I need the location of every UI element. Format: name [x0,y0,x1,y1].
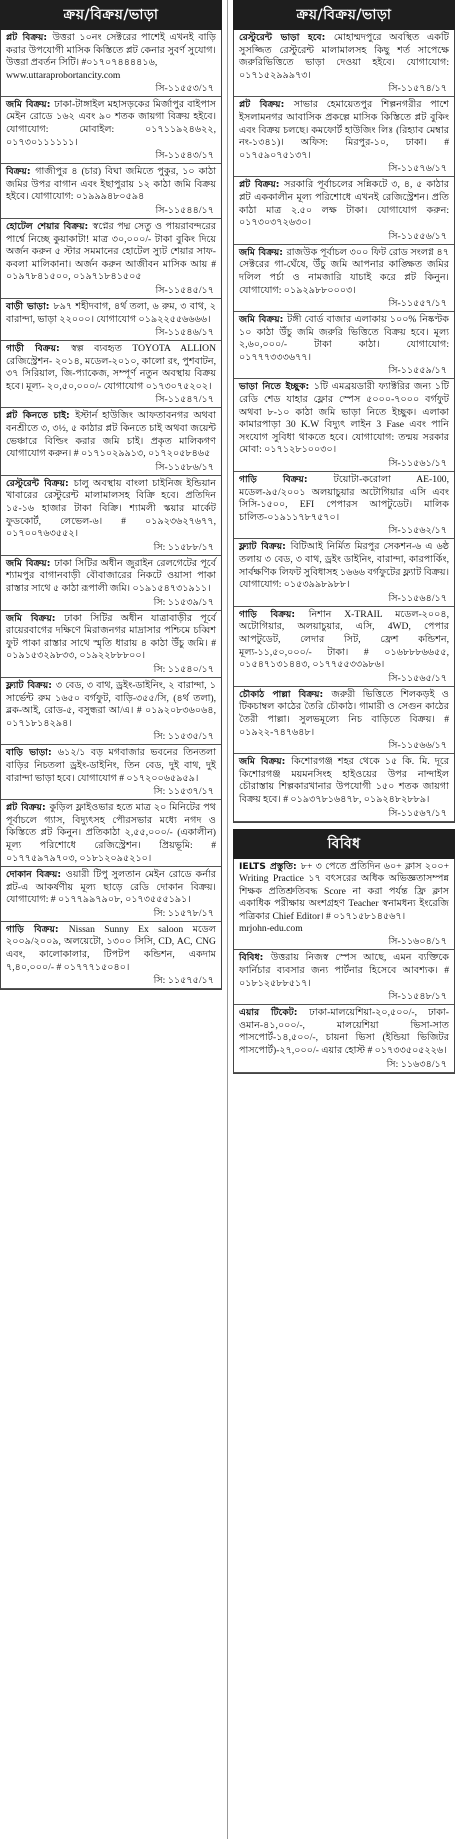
ad-body [239,1007,449,1057]
classified-ad [1,341,221,408]
ad-text: গাজীপুর ৪ (চার) বিঘা জমিতে পুকুর, ১০ কাঠা জমির উপর বাগান এবং ইছাপুরায় ১২ কাঠা জমি বিক্রয় হইবে। যোগাযোগ: ০১৯৯৯৪৮০৫৯৪ [6,166,216,203]
classified-ad [234,539,454,606]
ad-code: সি-১১৫৮৬/১৭ [155,461,214,473]
ad-code: সি: ১১৫৩৯/১৭ [153,596,214,608]
ad-body [6,221,216,284]
ad-title: জমি বিক্রয়: [239,756,292,768]
ad-text: Nissan Sunny Ex saloon মডেল ২০০৯/২০০৯, অলয়েটো, ১৩০০ সিসি, CD, AC, CNG এবং, কালোকালার, টিপটপ কন্ডিশন, একদাম ৭,৪০,০০০/- # ০১৭৭৭১৫০৪০। [6,923,216,973]
ad-code: সি-১১৫৬৭/১৭ [388,807,447,819]
classified-ad [234,30,454,97]
ad-body [239,179,449,229]
classified-ad [234,950,454,1005]
ad-body [239,474,449,524]
classified-ad [234,177,454,244]
ad-title: জমি বিক্রয়: [239,246,287,258]
ad-body [239,609,449,672]
ad-body [6,410,216,460]
ad-title: জমি বিক্রয়: [6,557,55,569]
ad-title: বাড়ি ভাড়া: [6,747,58,759]
ad-text: জরুরী ভিত্তিতে শিলকড়ই ও টিকচাম্বল কাঠের তৈরি চৌকাঠ। গামারী ও সেগুন কাঠের তৈরী পাল্লা। সুলভমূল্যে নিচ বাড়িতে বিক্রয়। # ০১৯২২-৭৪৭৬৪৮। [239,688,449,738]
classified-ad [1,164,221,219]
ad-text: ওয়ারী টিপু সুলতান মেইন রোডে কর্নার প্লট-এ আকর্ষণীয় মূল্য ছাড়ে রেডি দোকান বিক্রয়। যোগাযোগ: # ০১৭৭৯৯৭৯০৮, ০১৭৩৫৫৫১৯১। [6,869,216,906]
ad-code: সি-১১৫৪৩/১৭ [155,150,214,162]
ad-code: সি-১১৫৫৬/১৭ [388,230,447,242]
ad-title: রেস্টুরেন্ট ভাড়া হবে: [239,32,334,43]
classified-ad [234,1005,454,1072]
classified-ad [1,476,221,556]
ad-text: টঙ্গী বোর্ড বাজার এলাকায় ১০০% নিষ্কণ্টক ১০ কাঠা উঁচু জমি জরুরি ভিত্তিতে বিক্রয় হবে। মূল্য ২,৬০,০০০/- টাকা কাঠা। যোগাযোগ: ০১৭৭৭৩৩৩৬৭৭। [239,314,450,363]
classified-ad [234,607,454,687]
section-header-misc: বিবিধ [233,829,455,859]
ad-text: ঢাকা সিটির অধীন যাত্রাবাড়ীর পূর্বে রায়েরবাগের দক্ষিণে মিরাজনগর মাদ্রাসার পশ্চিমে চব্বিশ ফুট পাকা রাস্তার সাথে স্মৃতি ধারায় ৪ কাঠা উঁচু জমি। # ০১৯১৫৩২৯৮৩৩, ০১৯২২৮৮৮০০। [6,612,217,662]
classified-ad [1,678,221,745]
classified-ad [1,219,221,299]
ad-title: চৌকাঠ পাল্লা বিক্রয়: [239,688,332,700]
ad-title: গাড়ি বিক্রয়: [239,608,309,620]
ad-title: গাড়ী বিক্রয়: [6,343,71,355]
ad-text: ঢাকা সিটির অধীন জুরাইন রেলগেটের পূর্বে শ্যামপুর বাগানবাড়ী বৌবাজারের নিকটে ওয়াসা পাকা রাস্তার সাথে ৫ কাঠা রূপালী জমি। ০১৯১৫৪৭৩১৯১১। [6,557,216,594]
ad-text: কুড়িল ফ্লাইওভার হতে মাত্র ২০ মিনিটের পথ পূর্বাচলে গ্যাস, বিদ্যুৎসহ পৌরসভার মধ্যে নগদ ও কিস্তিতে প্লট কিনুন। প্রতিকাঠা ২,৫৫,০০০/- (একালীন) মূল্য পরিশোধে রেজিস্ট্রেশন। প্রিয়ভূমি: # ০১৭৭৫৯৭৯৭০৩, ০১৮১২০৯৫২১০। [6,802,217,864]
ad-code: সি: ১১৫৪০/১৭ [153,663,214,675]
ad-text: নিশান X-TRAIL মডেল-২০০৪, অটোগিয়ার, অলয়াচুয়ার, এসি, 4WD, পেপার আপটুডেট, লেদার সিট, ফ্রেশ কন্ডিশন, মূল্য-১১,৫০,০০০/- টাকা। # ০১৬৮৮৮৬৬৫৫, ০১৫৪৭১৩১৪৪৩, ০১৭৭৫৫৩৩৯৮৬। [239,608,450,671]
ad-body [6,32,216,70]
ad-list [233,30,455,823]
ad-title: প্লট বিক্রয়: [6,802,50,814]
ad-body [6,343,216,393]
ad-body [6,747,216,785]
ad-title: প্লট কিনতে চাই: [6,410,76,422]
right-column [233,0,455,1839]
ad-code: সি-১১৫৬১/১৭ [388,458,447,470]
ad-code: সি-১১৫৪৫/১৭ [155,284,214,296]
classified-ad [1,745,221,800]
ad-code: সি: ১১৫৭৫/১৭ [153,975,214,987]
ad-text: কিশোরগঞ্জ শহর থেকে ১৫ কি. মি. দূরে কিশোরগঞ্জ ময়মনসিংহ হাইওয়ের উপর নান্দাইল চৌরাস্তায় শিল্পকারখানার উপযোগী ১৫০ শতক জায়গা বিক্রয় হবে। # ০১৯৩৭৮১৬৪৭৮, ০১৯২৪৮২৮৮৯। [239,756,449,805]
ad-body [239,861,449,924]
ad-body [239,952,449,990]
ad-code: সি-১১৫৬৫/১৭ [388,672,447,684]
ad-text: ঢাকা-মালয়েশিয়া-২০,৫০০/-, ঢাকা-ওমান-৪১,০০০/-, মালয়েশিয়া ভিসা-সাত পাসপোর্ট-১৪,৫০০/-, চায়না ভিসা (ইন্ডিয়া ভিজিটর পাসপোর্ট)-২৭,০০০/- এয়ার হোস্ট # ০১৭৩৩৫০৫২২৬। [239,1007,449,1057]
classified-ad [1,30,221,97]
ad-list-misc [233,859,455,1074]
ad-text: স্বপ্নের পদ্ম সেতু ও পায়রাবন্দরের পার্শ্বে নিচ্ছে কুয়াকাটা! মাত্র ৩০,০০০/- টাকা বুকিং দিয়ে অর্জন করুন ৫ স্টার সমমানের হোটেল স্যুট শেয়ার সাফ-কবলা মালিকানা। অর্জন করুন আজীবন মাসিক আয় # ০১৯৭৮৪১৫০০, ০১৯৭১৮৪১৫০৫ [6,220,216,283]
ad-body [6,166,216,204]
ad-body [6,802,216,865]
ad-text: স্বল্প ব্যবহৃত TOYOTA ALLION রেজিস্ট্রেশন- ২০১৪, মডেল-২০১০, কালো রং, পুশবাটন, ৩৭ সিরিয়াল, জি-প্যাকেজ, সম্পূর্ণ নতুন অবস্থায় বিক্রয় হবে। মূল্য- ২০,৫০,০০০/- যোগাযোগ ০১৭৩০৭৫২০২। [6,343,217,392]
ad-body [239,247,449,297]
ad-url[interactable]: www.uttaraprobortancity.com [6,69,121,81]
ad-text: ৬১২/১ বড় মগবাজার ভবনের তিনতলা বাড়ির নিচতলা ড্রইং-ডাইনিং, তিন বেড, দুই বাথ, দুই বারান্দা ভাড়া হবে। যোগাযোগ # ০১৭২০০৬৫৯৫৯। [6,747,216,784]
classified-ad [234,754,454,821]
classified-ad [1,408,221,475]
ad-body [6,99,216,149]
ad-text: সাভার হেমায়েতপুর শিল্পনগরীর পাশে ইসলামনগর আবাসিক প্রকল্পে মাসিক কিস্তিতে প্লট বুকিং এবং বিক্রয় চলছে। কমফোর্ট হাউজিং লিঃ (রিহ্যাব মেম্বার নং-১৩৪১)। অফিস: মিরপুর-১০, ঢাকা। # ০১৭৫৯০৭৫১৩৭। [239,99,449,161]
ad-body [239,314,449,364]
ad-body [239,99,449,162]
ad-text: চালু অবস্থায় বাংলা চাইনিজ ইন্ডিয়ান খাবারের রেস্টুরেন্ট মালামালসহ বিক্রি হবে। প্রতিদিন ১৫-১৬ হাজার টাকা বিক্রি। শ্যামলী স্কয়ার মার্কেট ফুডকোর্ট, লেভেল-৬। # ০১৯২৩৬২৭৬৭৭, ০১৭০০৭৬৩৫৫২। [6,477,216,540]
classified-ad [1,611,221,678]
classified-ad [1,867,221,922]
ad-text: উত্তরা ১০নং সেক্টরের পাশেই এখনই বাড়ি করার উপযোগী মাসিক কিস্তিতে প্লট কেনার সুবর্ণ সুযোগ। উত্তরা প্রবর্তন সিটি। #০১৭০৭৪৪৪৪১৬, [6,32,217,69]
ad-body [239,756,449,806]
ad-body [6,558,216,596]
ad-code: সি-১১৬০৪/১৭ [388,936,447,948]
ad-code: সি-১১৫৪৪/১৭ [155,204,214,216]
ad-body [6,680,216,730]
ad-code: সি: ১১৫৭৮/১৭ [153,907,214,919]
ad-title: হোটেল শেয়ার বিক্রয়: [6,220,93,232]
ad-text: ৮৯৭ শহীদবাগ, ৪র্থ তলা, ৬ রুম, ৩ বাথ, ২ বারান্দা, ভাড়া ২২০০০। যোগাযোগ ০১৯২২৫৫৬৬৬৬। [6,300,216,325]
ad-title: রেস্টুরেন্ট বিক্রয়: [6,477,74,489]
ad-title: বিবিধ: [239,952,271,964]
ad-text: বিটিআই নির্মিত মিরপুর সেকশন-৬ এ ৬ষ্ঠ তলায় ৩ বেড, ৩ বাথ, ড্রইং ডাইনিং, বারান্দা, কারপার্কিং, সার্বক্ষণিক লিফট সুবিধাসহ ১৬৬৬ বর্গফুটের ফ্ল্যাট বিক্রয়। যোগাযোগ: ০১৫৩৯৯৮৯৮৮। [239,541,449,591]
ad-text: ৩ বেড, ৩ বাথ, ড্রইং-ডাইনিং, ২ বারান্দা, ১ সার্ভেন্ট রুম ১৬৫০ বর্গফুট, বাড়ি-৩৫৫/সি, (৪র্থ তলা), ব্লক-আই, রোড-৫, বসুন্ধরা আ/এ। # ০১৯২০৮৩৬০৬৪, ০১৭১৮১৪২৯৪। [6,679,216,729]
classified-ad [1,556,221,611]
classified-ad [234,687,454,754]
ad-body [239,541,449,591]
ad-title: দোকান বিক্রয়: [6,869,66,881]
ad-title: জমি বিক্রয়: [6,98,55,110]
ad-text: ৮+ ৩ পেতে প্রতিদিন ৬০+ ক্লাস ২০০+ Writing Practice ১৭ বৎসরের অধিক অভিজ্ঞতাসম্পন্ন শিক্ষক প্রতিশ্রুতিবদ্ধ Score না করা পর্যন্ত ফ্রি ক্লাস একাধিক পরীক্ষায় অংশগ্রহণ Teacher স্বনামধন্য ইংরেজি পত্রিকার Chief Editor। # ০১৭১৫৮১৪৫৬৭। [239,860,449,922]
ad-code: সি-১১৫৫৩/১৭ [155,82,214,94]
ad-title: জমি বিক্রয়: [6,612,65,624]
classified-ad [234,312,454,379]
ad-code: সি-১১৫৭৪/১৭ [388,83,447,95]
ad-text: ঢাকা-টাঙ্গাইল মহাসড়কের মির্জাপুর বাইপাস মেইন রোডে ১৬২ এবং ৯০ শতক জায়গা বিক্রয় হইবে। যোগাযোগ: মোবাইল: ০১৭১১৯২৪৬২২, ০১৭৩০১১১১১১। [6,98,216,148]
ad-title: প্লট বিক্রয়: [6,32,53,43]
ad-body [239,689,449,739]
ad-body [239,32,449,82]
ad-code: সি-১১৫৫৯/১৭ [388,365,447,377]
ad-title: জমি বিক্রয়: [239,314,288,326]
column-divider [227,0,228,1839]
ad-url[interactable]: mrjohn-edu.com [239,923,303,935]
ad-body [6,869,216,907]
ad-title: IELTS প্রস্তুতি: [239,860,301,872]
ad-body [6,613,216,663]
ad-text: টয়োটা-করোলা AE-100, মডেল-৯৫/২০০১ অলয়াচুয়ার অটোগিয়ার এসি এবং সিসি-১৫০০, EFI পেপারস আপটুডেট। মালিক চালিত-০১৯১১৭৮৭৫৭০। [239,474,449,523]
ad-body [6,478,216,541]
ad-title: প্লট বিক্রয়: [239,179,285,191]
classified-ad [1,97,221,164]
ad-title: গাড়ি বিক্রয়: [6,923,69,935]
classified-ad [234,97,454,177]
ad-code: সি: ১১৫৩৫/১৭ [153,731,214,743]
ad-text: মোহাম্মদপুরে অবস্থিত একটি সুসজ্জিত রেস্টুরেন্ট মালামালসহ কিছু শর্ত সাপেক্ষে জরুরিভিত্তিতে ভাড়া দেওয়া হইবে। যোগাযোগ: ০১৭১৫২৯৯৯৭৩। [239,32,449,81]
ad-text: ইস্টার্ন হাউজিং আফতাবনগর অথবা বনশ্রীতে ৩, ৩½, ৫ কাঠার প্লট কিনতে চাই অথবা জয়েন্ট ভেঞ্চারে বিল্ডিং করার জমি চাই। প্রকৃত মালিকগণ যোগাযোগ করুন। # ০১৭১০২৯৯১৩, ০১৭২০৫৮৪৬৫ [6,410,216,460]
ad-title: প্লট বিক্রয়: [239,99,294,111]
ad-title: বাড়ী ভাড়া: [6,300,54,312]
ad-title: এয়ার টিকেট: [239,1007,310,1019]
classified-ad [1,922,221,989]
classified-ad [1,800,221,867]
ad-title: ফ্ল্যাট বিক্রয়: [239,541,291,553]
ad-title: বিক্রয়: [6,166,36,178]
ad-body [239,381,449,457]
ad-code: সি-১১৫৭৬/১৭ [388,163,447,175]
section-header: ক্রয়/বিক্রয়/ভাড়া [233,0,455,30]
ad-title: ভাড়া নিতে ইচ্ছুক: [239,381,314,393]
ad-code: সি-১১৫৪৬/১৭ [155,327,214,339]
classified-ad [234,472,454,539]
ad-body [6,924,216,974]
ad-code: সি: ১১৬৩৪/১৭ [386,1058,447,1070]
ad-title: ফ্ল্যাট বিক্রয়: [6,679,56,691]
left-column [0,0,222,1839]
ad-text: ১টি এমব্রয়ডারী ফ্যাক্টরির জন্য ১টি রেডি শেড যাহার ফ্লোর স্পেস ৫০০০-৭০০০ বর্গফুট অথবা ৮-১০ কাঠা জমি ভাড়া নিতে ইচ্ছুক। এলাকা কামারপাড়া 30 K.W বিদ্যুৎ লাইন 3 Fase এবং পানি সংযোগ সুবিধা থাকতে হবে। যোগাযোগ: তন্ময় সরকার মোবা: ০১৭১২৮১০০৩০। [239,381,450,456]
ad-code: সি-১১৫৬৬/১৭ [388,740,447,752]
ad-text: সরকারি পূর্বাচলের সন্নিকটে ৩, ৪, ৫ কাঠার প্লট এককালীন মূল্য পরিশোধে এখনই রেজিস্ট্রেশন। প্রতি কাঠা মাত্র ২.৫০ লক্ষ টাকা। যোগাযোগ করুন: ০১৭৩০৩৭২৬৩০। [239,179,449,229]
ad-code: সি: ১১৫৮৮/১৭ [153,541,214,553]
ad-text: উত্তরায় নিজস্ব স্পেস আছে, এমন ব্যক্তিকে ফার্নিচার ব্যবসার জন্য পার্টনার হিসেবে আবশ্যক। # ০১৮১২৫৮৮৫১৭। [239,952,449,989]
ad-body [6,301,216,326]
section-header: ক্রয়/বিক্রয়/ভাড়া [0,0,222,30]
classified-ad [234,245,454,312]
ad-code: সি-১১৫৬৪/১৭ [388,592,447,604]
classified-ad [1,299,221,341]
ad-code: সি-১১৫৬২/১৭ [388,525,447,537]
ad-title: গাড়ি বিক্রয়: [239,474,334,486]
ad-code: সি-১১৫৪৭/১৭ [155,394,214,406]
ad-text: রাজউক পূর্বাচল ৩০০ ফিট রোড সংলগ্ন ৪৭ সেক্টরের গা-ঘেঁষে, উঁচু জমি আপনার কাঙ্ক্ষিত জমির দলিল পর্চা ও নামজারি যাচাই করে প্লট কিনুন। যোগাযোগ: ০১৯২৯৮৮০০০৩। [239,246,450,296]
ad-list [0,30,222,990]
classified-ad [234,379,454,472]
ad-code: সি-১১৫৫৭/১৭ [388,298,447,310]
ad-code: সি-১১৫৪৮/১৭ [388,991,447,1003]
ad-code: সি: ১১৫৩৭/১৭ [153,786,214,798]
classified-ad [234,859,454,951]
